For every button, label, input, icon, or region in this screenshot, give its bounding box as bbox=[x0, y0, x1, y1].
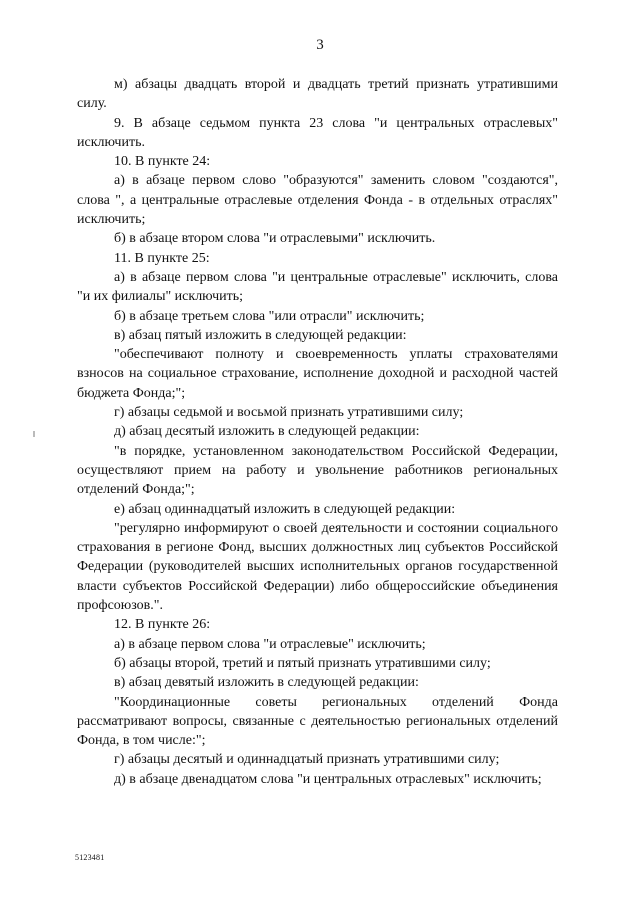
document-code: 5123481 bbox=[75, 853, 105, 862]
margin-mark bbox=[33, 431, 35, 437]
paragraph: б) абзацы второй, третий и пятый признать утратившими силу; bbox=[114, 655, 491, 671]
paragraph: а) в абзаце первом слова "и центральные отраслевые" исключить, слова "и их филиалы" исключить; bbox=[77, 269, 558, 305]
paragraph: "обеспечивают полноту и своевременность уплаты страхователями взносов на социальное страхование, исполнение доходной и расходной частей бюджета Фонда;"; bbox=[77, 347, 558, 401]
paragraph: в) абзац девятый изложить в следующей редакции: bbox=[114, 675, 419, 691]
paragraph: д) абзац десятый изложить в следующей редакции: bbox=[114, 424, 420, 440]
paragraph: г) абзацы седьмой и восьмой признать утратившими силу; bbox=[114, 405, 464, 421]
paragraph: м) абзацы двадцать второй и двадцать третий признать утратившими силу. bbox=[77, 77, 558, 112]
paragraph: "регулярно информируют о своей деятельности и состоянии социального страхования в регионе Фонд, высших должностных лиц субъектов Российской Федерации (руководителей высших исполнительных органов государственной власти субъектов Российской Федерации) либо общероссийские объединения профсоюзов.". bbox=[77, 520, 558, 614]
paragraph: "Координационные советы региональных отделений Фонда рассматривают вопросы, связанные с деятельностью региональных отделений Фонда, в том числе:"; bbox=[77, 694, 558, 749]
paragraph: а) в абзаце первом слова "и отраслевые" исключить; bbox=[114, 636, 426, 652]
paragraph: б) в абзаце третьем слова "или отрасли" исключить; bbox=[114, 308, 425, 324]
paragraph: а) в абзаце первом слово "образуются" заменить словом "создаются", слова ", а центральные отраслевые отделения Фонда - в отдельных отраслях" исключить; bbox=[77, 173, 558, 228]
document-body bbox=[77, 75, 558, 789]
page-number: 3 bbox=[316, 37, 324, 53]
paragraph: б) в абзаце втором слова "и отраслевыми" исключить. bbox=[114, 231, 436, 247]
paragraph: в) абзац пятый изложить в следующей редакции: bbox=[114, 327, 407, 343]
paragraph: 12. В пункте 26: bbox=[114, 617, 211, 633]
paragraph: 9. В абзаце седьмом пункта 23 слова "и центральных отраслевых" исключить. bbox=[77, 115, 558, 150]
paragraph: 11. В пункте 25: bbox=[114, 250, 210, 266]
paragraph: д) в абзаце двенадцатом слова "и центральных отраслевых" исключить; bbox=[114, 771, 542, 787]
paragraph: е) абзац одиннадцатый изложить в следующей редакции: bbox=[114, 501, 456, 517]
paragraph: 10. В пункте 24: bbox=[114, 154, 211, 170]
paragraph: г) абзацы десятый и одиннадцатый признать утратившими силу; bbox=[114, 752, 500, 768]
paragraph: "в порядке, установленном законодательством Российской Федерации, осуществляют прием на работу и увольнение работников региональных отделений Фонда;"; bbox=[77, 443, 558, 498]
